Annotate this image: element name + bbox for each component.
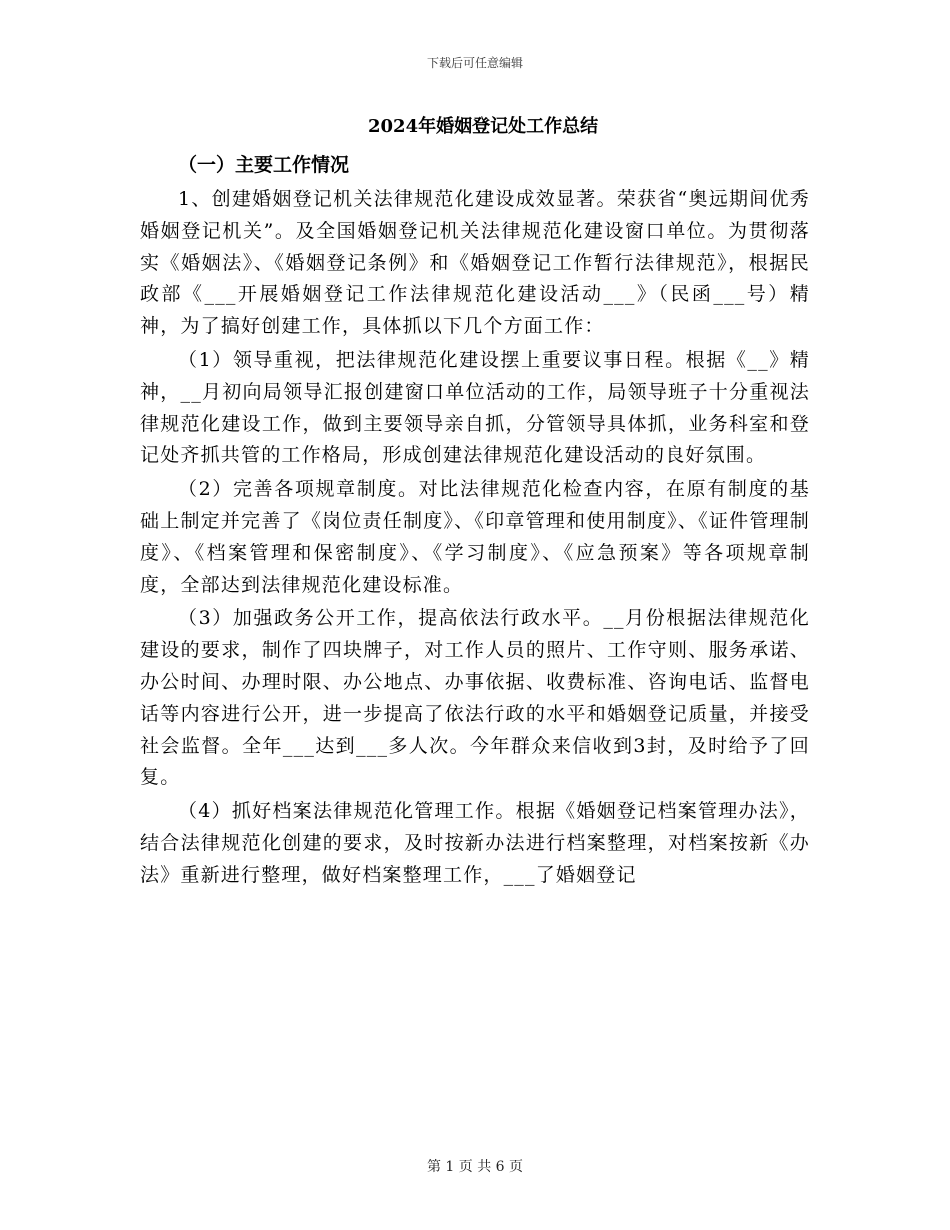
paragraph-1: 1、创建婚姻登记机关法律规范化建设成效显著。荣获省“奥远期间优秀婚姻登记机关”。及全国婚姻登记机关法律规范化建设窗口单位。为贯彻落实《婚姻法》、《婚姻登记条例》和《婚姻登记工作暂行法律规范》，根据民政部《___开展婚姻登记工作法律规范化建设活动___》（民函___号）精神，为了搞好创建工作，具体抓以下几个方面工作： xyxy=(140,188,810,338)
paragraph-2: （1）领导重视，把法律规范化建设摆上重要议事日程。根据《__》精神，__月初向局领导汇报创建窗口单位活动的工作，局领导班子十分重视法律规范化建设工作，做到主要领导亲自抓，分管领导具体抓，业务科室和登记处齐抓共管的工作格局，形成创建法律规范化建设活动的良好氛围。 xyxy=(140,348,810,467)
paragraph-5: （4）抓好档案法律规范化管理工作。根据《婚姻登记档案管理办法》，结合法律规范化创建的要求，及时按新办法进行档案整理，对档案按新《办法》重新进行整理，做好档案整理工作，___了婚姻登记 xyxy=(140,800,810,886)
document-body xyxy=(140,110,810,894)
paragraph-4: （3）加强政务公开工作，提高依法行政水平。__月份根据法律规范化建设的要求，制作了四块牌子，对工作人员的照片、工作守则、服务承诺、办公时间、办理时限、办公地点、办事依据、收费标准、咨询电话、监督电话等内容进行公开，进一步提高了依法行政的水平和婚姻登记质量，并接受社会监督。全年___达到___多人次。今年群众来信收到3封，及时给予了回复。 xyxy=(140,607,810,789)
header-note: 下载后可任意编辑 xyxy=(426,56,523,70)
page-footer: 第 1 页 共 6 页 xyxy=(426,1159,524,1175)
document-title: 2024年婚姻登记处工作总结 xyxy=(368,116,599,137)
section-heading: （一）主要工作情况 xyxy=(178,154,350,176)
paragraph-3: （2）完善各项规章制度。对比法律规范化检查内容，在原有制度的基础上制定并完善了《岗位责任制度》、《印章管理和使用制度》、《证件管理制度》、《档案管理和保密制度》、《学习制度》、《应急预案》等各项规章制度，全部达到法律规范化建设标准。 xyxy=(140,478,810,596)
